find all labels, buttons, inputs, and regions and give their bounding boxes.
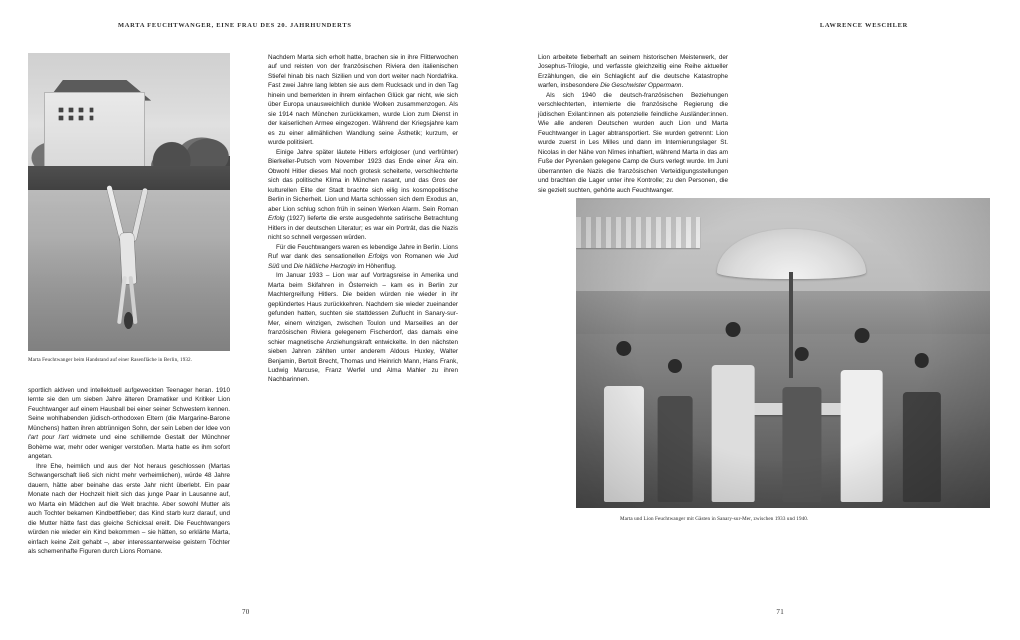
photo-window [78,107,84,113]
photo-window [58,107,64,113]
paragraph: Einige Jahre später läutete Hitlers erfolgloser (und verfrühter) Bierkeller-Putsch vom November 1923 das Ende einer Ära ein. Obwohl Hitler dieses Mal noch grotesk scheiterte, verschlechterte sich das politische Klima in München rasant, und das Gros der kulturellen Elite der Stadt brachte sich eilig ins kosmopolitische Berlin in Sicherheit. Lion und Marta schlossen sich dem Exodus an, aber Lion schlug schon früh in seinen Werken Alarm. Sein Roman Erfolg (1927) lieferte die erste ausgedehnte satirische Betrachtung Hitlers in der deutschen Literatur; es war ein Porträt, das die Nazis nicht so schnell vergessen würden. [268,148,458,242]
paragraph: Lion arbeitete fieberhaft an seinem historischen Meisterwerk, der Josephus-Trilogie, und verfasste gleichzeitig eine Reihe aktueller Erzählungen, die ein Schlaglicht auf die deutsche Katastrophe warfen, insbesondere Die Geschwister Oppermann. [538,54,728,90]
photo-caption-left: Marta Feuchtwanger beim Handstand auf einer Rasenfläche in Berlin, 1932. [28,357,193,363]
page-number-right: 71 [776,608,784,616]
right-page [510,0,1020,640]
photo-window [68,107,74,113]
paragraph: Für die Feuchtwangers waren es lebendige Jahre in Berlin. Lions Ruf war dank des sensationellen Erfolgs von Romanen wie Jud Süß und Die häßliche Herzogin im Höhenflug. [268,243,459,270]
photo-window [89,107,95,113]
text-column-left-inner [268,53,458,385]
paragraph: Als sich 1940 die deutsch-französischen Beziehungen verschlechterten, internierte die französische Regierung die jüdischen Exilant:innen als potenzielle feindliche Ausländer:innen. Wie alle anderen Deutschen wurden auch Lion und Marta Feuchtwanger in Lager abtransportiert. Sie wurden getrennt: Lion wurde zuerst in Les Milles und dann im Internierungslager St. Nicolas in der Nähe von Nîmes inhaftiert, während Marta in das am Fuße der Pyrenäen gelegene Camp de Gurs verlegt wurde. Im Juni überrannten die Nazis die französischen Verteidigungsstellungen und brachten die Lager unter ihre Kontrolle; zu den Personen, die sie gezielt suchten, gehörte auch Feuchtwanger. [538,91,728,194]
paragraph: sportlich aktiven und intellektuell aufgeweckten Teenager heran. 1910 lernte sie den um sieben Jahre älteren Dramatiker und Kritiker Lion Feuchtwanger auf einem Hausball bei einer seiner Schwestern kennen. Seine wohlhabenden jüdisch-orthodoxen Eltern (die Margarine-Barone Münchens) hatten ihren abtrünnigen Sohn, der sein Leben der Idee von l'art pour l'art widmete und eine schillernde Gestalt der Münchner Bohème war, mehr oder weniger verstoßen. Marta hatte es ihm sofort angetan. [28,387,230,461]
photo-window [78,115,84,121]
photo-caption-right: Marta und Lion Feuchtwanger mit Gästen in Sanary-sur-Mer, zwischen 1933 und 1940. [620,516,809,522]
paragraph: Im Januar 1933 – Lion war auf Vortragsreise in Amerika und Marta beim Skifahren in Österreich – kam es in Berlin zur Machtergreifung Hitlers. Die beiden würden nie wieder in ihr geplündertes Haus zurückkehren. Nachdem sie wieder zueinander gefunden hatten, suchten sie stattdessen Zuflucht in Sanary-sur-Mer, einem winzigen, zwischen Toulon und Marseilles an der französischen Riviera gelegenem Fischerdorf, das damals eine schier magnetische Anziehungskraft entwickelte. In den nächsten sieben Jahren zählten unter anderem Aldous Huxley, Walter Benjamin, Bertolt Brecht, Thomas und Heinrich Mann, Hans Frank, Ludwig Marcuse, Franz Werfel und Alma Mahler zu ihren Nachbarinnen. [268,272,458,384]
text-column-right-outer [538,53,728,195]
running-head-right: LAWRENCE WESCHLER [819,22,908,29]
figure-head [124,312,133,328]
photo-vignette [576,198,990,508]
figure-leg [131,188,148,241]
paragraph: Ihre Ehe, heimlich und aus der Not heraus geschlossen (Martas Schwangerschaft ließ sich nicht mehr verheimlichen), würde 48 Jahre dauern, hätte aber beinahe das erste Jahr nicht überlebt. Ein paar Monate nach der Hochzeit hielt sich das junge Paar in Lausanne auf, wo Marta ein Mädchen auf die Welt brachte. Aber sowohl Mutter als auch Tochter bekamen Kindbettfieber; das Kind starb kurz darauf, und die Mutter hätte fast das gleiche Schicksal ereilt. Die Feuchtwangers würden nie wieder ein Kind bekommen – sie hätten, so erklärte Marta, einfach keine Zeit gehabt –, aber interessanterweise geistern Töchter als schemenhafte Figuren durch Lions Romane. [28,462,230,556]
photo-house [44,92,145,172]
photo-window [58,115,64,121]
photo-window [68,115,74,121]
photo-handstand-figure [97,184,166,333]
text-column-left-lower [28,386,230,557]
sanary-sur-mer-guests-photograph [576,198,990,508]
paragraph: Nachdem Marta sich erholt hatte, brachen sie in ihre Flitterwochen auf und reisten von der französischen Riviera den italienischen Stiefel hinab bis nach Sizilien und von dort weiter nach Nordafrika. Fast zwei Jahre lang lebten sie aus dem Rucksack und in den Tag hinein und bemerkten in ihrem einfachen Glück gar nicht, wie sich über Europa unausweichlich dunkle Wolken zusammenzogen. Als sie 1914 nach München zurückkamen, wurde Lion zum Dienst in der kaiserlichen Armee eingezogen. Während der Kriegsjahre kam es zu einer allmählichen Wandlung seine Ästhetik; kurzum, er wurde politisiert. [268,54,458,147]
running-head-left: MARTA FEUCHTWANGER, EINE FRAU DES 20. JAHRHUNDERTS [118,22,352,29]
handstand-photograph [28,53,230,351]
photo-window [89,115,95,121]
page-number-left: 70 [242,608,250,616]
